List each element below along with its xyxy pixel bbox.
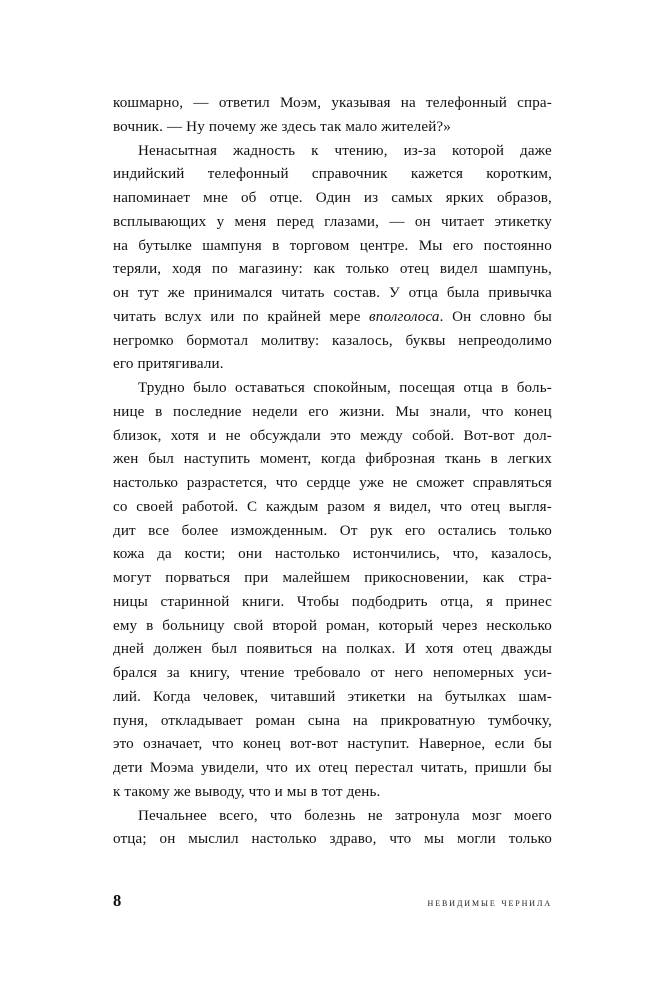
word: все xyxy=(148,522,170,539)
word: здраво, xyxy=(329,831,377,848)
word: дети xyxy=(113,760,143,776)
text-line xyxy=(113,187,552,211)
word: И xyxy=(404,641,416,658)
word: он xyxy=(159,831,176,848)
word: Ненасытная xyxy=(138,142,218,159)
text-line xyxy=(113,211,552,235)
word: бы xyxy=(533,308,552,325)
page-number: 8 xyxy=(113,891,122,910)
word: из xyxy=(363,190,379,206)
word: тут xyxy=(137,285,159,301)
word: это xyxy=(113,736,134,753)
word: к xyxy=(311,142,319,159)
word: указывая xyxy=(331,95,391,111)
word: который xyxy=(378,617,434,634)
word: было xyxy=(193,380,227,396)
text-line xyxy=(113,733,552,757)
word: отце. xyxy=(269,190,303,206)
word: образов, xyxy=(496,190,552,206)
word: Печальнее xyxy=(138,807,207,824)
word: этикетку xyxy=(494,213,552,230)
text-line xyxy=(113,92,552,116)
word: за xyxy=(166,665,180,681)
word: Мы xyxy=(418,237,443,254)
word: ярких xyxy=(445,190,484,206)
word: что xyxy=(211,736,234,753)
word: стра- xyxy=(518,570,552,586)
word: при xyxy=(244,570,269,586)
word: моего xyxy=(513,807,552,824)
word: близок, xyxy=(113,427,162,444)
word: выгля- xyxy=(508,498,552,515)
word: знали, xyxy=(429,403,471,420)
word: на xyxy=(321,641,337,658)
word: хотя xyxy=(170,427,199,444)
paragraph xyxy=(113,805,552,853)
word: Наверное, xyxy=(418,736,486,753)
page-text-block xyxy=(113,92,552,852)
text-line xyxy=(113,686,552,710)
word: его xyxy=(452,237,474,254)
text-line xyxy=(113,401,552,425)
text-line xyxy=(113,567,552,591)
word: не xyxy=(392,475,408,491)
word: торговом xyxy=(289,237,350,254)
word: настолько xyxy=(274,546,341,563)
word: их xyxy=(295,760,312,776)
word: роман xyxy=(255,712,296,729)
text-line xyxy=(113,615,552,639)
word: был xyxy=(148,451,174,468)
word: появиться xyxy=(246,641,313,658)
word: старинной xyxy=(160,593,230,610)
word: от xyxy=(370,665,385,681)
word: ткань xyxy=(444,451,481,468)
word: пуня, xyxy=(113,712,149,729)
word: несколько xyxy=(486,617,552,634)
word: телефонный xyxy=(207,166,289,183)
word: От xyxy=(339,522,358,539)
word: в xyxy=(490,451,498,468)
word: наступит. xyxy=(347,736,410,753)
word: крайней xyxy=(267,308,321,325)
text-line xyxy=(113,330,552,354)
word: что xyxy=(269,807,292,824)
word: откладывает xyxy=(160,712,243,729)
word: человек, xyxy=(202,688,259,705)
word: казалось, xyxy=(332,332,393,349)
word: это xyxy=(330,427,351,444)
word: сердце xyxy=(306,475,351,491)
word: об xyxy=(240,190,257,206)
running-head: невидимые чернила xyxy=(427,897,552,909)
word: бутылке xyxy=(138,237,192,254)
text-line xyxy=(113,377,552,401)
word: уже xyxy=(359,475,384,491)
word: лий. xyxy=(113,688,142,705)
text-line xyxy=(113,163,552,187)
word: вполголоса. xyxy=(369,308,444,325)
word: справляться xyxy=(472,475,552,491)
word: Один xyxy=(315,190,351,206)
word: что xyxy=(440,498,463,515)
word: настолько xyxy=(113,475,179,491)
word: шам- xyxy=(518,688,552,705)
word: отец xyxy=(470,498,501,515)
page-footer xyxy=(113,893,552,910)
word: кошмарно, xyxy=(113,95,184,111)
word: на xyxy=(417,688,433,705)
word: второй xyxy=(272,617,318,634)
word: — xyxy=(389,213,405,230)
word: мне xyxy=(203,190,228,206)
word: шампуня xyxy=(202,237,262,254)
word: на xyxy=(400,95,416,111)
word: жадность xyxy=(232,142,296,159)
word: спокойным, xyxy=(313,380,391,396)
word: что xyxy=(266,760,288,776)
text-line xyxy=(113,448,552,472)
word: отца xyxy=(463,380,493,396)
word: чтению, xyxy=(334,142,388,159)
word: как xyxy=(313,261,336,278)
word: брался xyxy=(113,665,158,681)
word: могут xyxy=(113,570,152,586)
word: как xyxy=(482,570,505,586)
word: подбодрить xyxy=(351,593,428,610)
word: отец xyxy=(399,261,430,278)
word: вот-вот xyxy=(290,736,339,753)
word: между xyxy=(360,427,403,444)
text-line xyxy=(113,591,552,615)
word: Чтобы xyxy=(296,593,340,610)
word: полках. xyxy=(346,641,396,658)
word: магазину: xyxy=(238,261,303,278)
word: книги. xyxy=(241,593,285,610)
word: его xyxy=(404,522,426,539)
word: коротким, xyxy=(486,166,552,183)
word: конец xyxy=(243,736,281,753)
word: более xyxy=(181,522,219,539)
word: уси- xyxy=(523,665,552,681)
word: его xyxy=(308,403,329,420)
word: отца xyxy=(408,285,438,301)
word: из-за xyxy=(403,142,437,159)
word: перестал xyxy=(354,760,414,776)
word: бормотал xyxy=(186,332,249,349)
text-line xyxy=(113,662,552,686)
word: он xyxy=(113,285,129,301)
word: или xyxy=(210,308,235,325)
word: свой xyxy=(233,617,264,634)
word: только xyxy=(508,831,552,848)
word: собой. xyxy=(412,427,455,444)
word: молитву: xyxy=(260,332,320,349)
word: что xyxy=(275,475,298,491)
text-line xyxy=(113,757,552,781)
word: негромко xyxy=(113,332,174,349)
word: если xyxy=(494,736,525,753)
word: они xyxy=(238,546,263,563)
word: Мы xyxy=(395,403,420,420)
word: посещая xyxy=(399,380,456,396)
word: телефонный xyxy=(426,95,507,111)
word: принимался xyxy=(193,285,273,301)
word: был xyxy=(211,641,238,658)
word: бы xyxy=(533,736,552,753)
word: тумбочку, xyxy=(487,712,552,729)
word: состав. xyxy=(333,285,381,301)
word: на xyxy=(352,712,368,729)
word: на xyxy=(113,237,129,254)
word: я xyxy=(485,593,494,610)
text-line xyxy=(113,638,552,662)
word: сына xyxy=(307,712,341,729)
word: что xyxy=(481,403,504,420)
word: всего, xyxy=(219,807,258,824)
word: остались xyxy=(437,522,497,539)
word: своей xyxy=(136,498,174,515)
word: увидели, xyxy=(201,760,259,776)
word: хотя xyxy=(425,641,454,658)
word: фиброзная xyxy=(365,451,436,468)
word: буквы xyxy=(405,332,446,349)
word: жизни. xyxy=(339,403,385,420)
word: наступить xyxy=(183,451,251,468)
paragraph xyxy=(113,140,552,378)
word: ницы xyxy=(113,593,148,610)
word: момент, xyxy=(259,451,312,468)
word: и xyxy=(208,427,217,444)
word: шампунь, xyxy=(488,261,552,278)
word: Трудно xyxy=(138,380,185,396)
word: означает, xyxy=(143,736,203,753)
word: С xyxy=(247,498,258,515)
word: обсуждали xyxy=(249,427,321,444)
word: кожа xyxy=(113,546,145,563)
text-line: к такому же выводу, что и мы в тот день. xyxy=(113,783,381,800)
word: в xyxy=(146,617,154,634)
emphasis: вполголоса xyxy=(369,308,440,325)
word: сможет xyxy=(416,475,465,491)
word: дол- xyxy=(523,427,552,444)
word: изможденным. xyxy=(230,522,328,539)
word: истончились, xyxy=(352,546,440,563)
word: нице xyxy=(113,403,145,420)
text-line xyxy=(113,520,552,544)
text-line xyxy=(113,828,552,852)
word: в xyxy=(501,380,509,396)
word: читает xyxy=(441,213,485,230)
word: центре. xyxy=(359,237,409,254)
word: я xyxy=(373,498,381,515)
word: меня xyxy=(234,213,267,230)
text-line xyxy=(113,140,552,164)
word: индийский xyxy=(113,166,185,183)
word: что xyxy=(389,831,412,848)
word: через xyxy=(442,617,478,634)
word: вслух xyxy=(164,308,202,325)
word: читавший xyxy=(270,688,336,705)
word: рук xyxy=(369,522,393,539)
word: казалось, xyxy=(491,546,552,563)
word: он xyxy=(414,213,431,230)
word: непреодолимо xyxy=(458,332,552,349)
word: что, xyxy=(452,546,479,563)
word: разом xyxy=(327,498,365,515)
word: всплывающих xyxy=(113,213,207,230)
text-line xyxy=(113,472,552,496)
word: работой. xyxy=(182,498,239,515)
word: словно xyxy=(479,308,526,325)
word: у xyxy=(216,213,225,230)
word: принес xyxy=(505,593,552,610)
word: мере xyxy=(329,308,361,325)
word: требовало xyxy=(294,665,361,681)
word: читать xyxy=(281,285,325,301)
word: даже xyxy=(520,142,552,159)
text-line xyxy=(113,306,552,330)
word: Он xyxy=(452,308,472,325)
word: теряли, xyxy=(113,261,162,278)
word: спра- xyxy=(517,95,552,111)
word: малейшем xyxy=(282,570,351,586)
word: чтение xyxy=(239,665,285,681)
word: кажется xyxy=(410,166,464,183)
word: привычка xyxy=(488,285,552,301)
word: книгу, xyxy=(189,665,231,681)
word: же xyxy=(167,285,185,301)
word: дней xyxy=(113,641,145,658)
text-line xyxy=(113,258,552,282)
word: ему xyxy=(113,617,138,634)
word: отец xyxy=(462,641,493,658)
word: должен xyxy=(153,641,202,658)
word: жен xyxy=(113,451,139,468)
word: ответил xyxy=(218,95,270,111)
word: мыслил xyxy=(188,831,239,848)
word: читать, xyxy=(420,760,468,776)
word: по xyxy=(242,308,259,325)
word: порваться xyxy=(165,570,231,586)
text-line: его притягивали. xyxy=(113,356,224,373)
text-line xyxy=(113,543,552,567)
paragraph xyxy=(113,377,552,805)
word: не xyxy=(367,807,383,824)
word: когда xyxy=(321,451,356,468)
word: больницу xyxy=(162,617,225,634)
paragraph xyxy=(113,92,552,140)
word: ходя xyxy=(171,261,202,278)
word: отца, xyxy=(440,593,474,610)
word: каждым xyxy=(266,498,319,515)
word: читать xyxy=(113,308,157,325)
word: отца; xyxy=(113,831,147,848)
word: по xyxy=(212,261,228,278)
word: боль- xyxy=(516,380,552,396)
word: глазами, xyxy=(324,213,380,230)
word: болезнь xyxy=(304,807,356,824)
word: оставаться xyxy=(234,380,305,396)
word: прикроватную xyxy=(380,712,476,729)
word: этикетки xyxy=(347,688,406,705)
word: видел xyxy=(439,261,478,278)
word: перед xyxy=(276,213,314,230)
text-line xyxy=(113,496,552,520)
word: в xyxy=(272,237,280,254)
word: затронула xyxy=(394,807,460,824)
word: последние xyxy=(173,403,242,420)
word: непомерных xyxy=(432,665,515,681)
word: не xyxy=(225,427,241,444)
word: Когда xyxy=(153,688,191,705)
word: пришли xyxy=(474,760,527,776)
word: У xyxy=(388,285,400,301)
word: кости; xyxy=(184,546,226,563)
word: прикосновении, xyxy=(364,570,469,586)
word: только xyxy=(345,261,390,278)
word: самых xyxy=(391,190,433,206)
text-line xyxy=(113,282,552,306)
text-line xyxy=(113,805,552,829)
word: отец xyxy=(318,760,348,776)
text-line: вочник. — Ну почему же здесь так мало жителей?» xyxy=(113,118,451,135)
word: — xyxy=(193,95,209,111)
word: Моэма xyxy=(149,760,194,776)
word: да xyxy=(157,546,172,563)
word: мы xyxy=(424,831,445,848)
word: дважды xyxy=(501,641,552,658)
word: видел, xyxy=(389,498,432,515)
word: разрастется, xyxy=(186,475,268,491)
word: Моэм, xyxy=(279,95,322,111)
word: могли xyxy=(457,831,496,848)
word: мозг xyxy=(471,807,502,824)
text-line xyxy=(113,710,552,734)
word: настолько xyxy=(251,831,317,848)
word: бутылках xyxy=(444,688,507,705)
word: дит xyxy=(113,522,136,539)
text-line xyxy=(113,235,552,259)
word: только xyxy=(508,522,552,539)
word: со xyxy=(113,498,128,515)
word: напоминает xyxy=(113,190,191,206)
word: недели xyxy=(252,403,298,420)
word: в xyxy=(155,403,163,420)
word: справочник xyxy=(311,166,388,183)
word: бы xyxy=(533,760,552,776)
word: была xyxy=(446,285,480,301)
text-line xyxy=(113,425,552,449)
word: легких xyxy=(507,451,552,468)
word: него xyxy=(394,665,424,681)
word: роман, xyxy=(325,617,370,634)
word: Вот-вот xyxy=(463,427,515,444)
word: которой xyxy=(451,142,505,159)
word: конец xyxy=(514,403,552,420)
word: постоянно xyxy=(483,237,552,254)
